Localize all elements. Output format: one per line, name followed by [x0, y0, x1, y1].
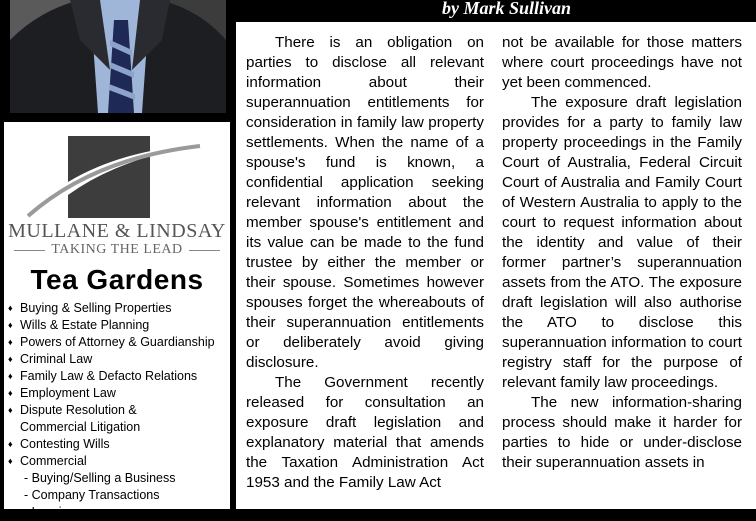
tagline-text: TAKING THE LEAD: [45, 242, 188, 257]
mullane-lindsay-logo-icon: [4, 122, 230, 222]
service-item: ♦ Family Law & Defacto Relations: [8, 368, 215, 385]
service-item: Commercial Litigation: [20, 420, 141, 434]
article-column-2: [502, 33, 742, 473]
article-body: [236, 22, 756, 509]
service-item: ♦ Contesting Wills: [8, 436, 215, 453]
service-subitem: - Company Transactions: [24, 488, 160, 502]
paragraph: The Government recently released for consultation an exposure draft legislation and explanatory material that amends the Taxation Administration Act 1953 and the Family Law Act: [246, 374, 484, 491]
law-firm-advert: [4, 122, 230, 519]
firm-tagline: [14, 242, 220, 258]
firm-name: MULLANE & LINDSAY: [8, 220, 226, 242]
paragraph: The exposure draft legislation provides for a party to family law property proceedings in the Family Court of Australia, Federal Circuit Court of Australia and Family Court of Western Australia to apply to the court to request information about the identity and value of their former partner’s superannuation assets from the ATO. The exposure draft legislation will also authorise the ATO to disclose this superannuation information to court registry staff for the purpose of relevant family law proceedings.: [502, 94, 742, 391]
services-list: [8, 300, 215, 521]
paragraph: The new information-sharing process should make it harder for parties to hide or under-disclose their superannuation assets in: [502, 394, 742, 471]
service-item: ♦ Wills & Estate Planning: [8, 317, 215, 334]
service-subitem: - Leasing: [24, 505, 76, 519]
service-item: ♦ Criminal Law: [8, 351, 215, 368]
service-item: ♦ Commercial: [8, 453, 215, 470]
service-item: ♦ Dispute Resolution &: [8, 402, 215, 419]
paragraph: not be available for those matters where court proceedings have not yet been commenced.: [502, 34, 742, 91]
paragraph: There is an obligation on parties to disclose all relevant information about their superannuation entitlements for consideration in family law property settlements. When the name of a spouse's fund is known, a confidential application seeking relevant information about the member spouse's entitlement and its value can be made to the fund trustee by either the member or their spouse. Sometimes however spouses forget the whereabouts of their superannuation entitlements or deliberately avoid giving disclosure.: [246, 34, 484, 371]
author-portrait-image: [10, 0, 226, 113]
byline-bar: [238, 0, 756, 19]
service-item: ♦ Employment Law: [8, 385, 215, 402]
service-item: ♦ Buying & Selling Properties: [8, 300, 215, 317]
service-subitem: - Buying/Selling a Business: [24, 471, 176, 485]
article-column-1: [246, 33, 484, 493]
service-item: ♦ Powers of Attorney & Guardianship: [8, 334, 215, 351]
author-photo: [10, 0, 226, 113]
office-location: Tea Gardens: [30, 264, 204, 295]
author-byline: by Mark Sullivan: [441, 0, 571, 18]
